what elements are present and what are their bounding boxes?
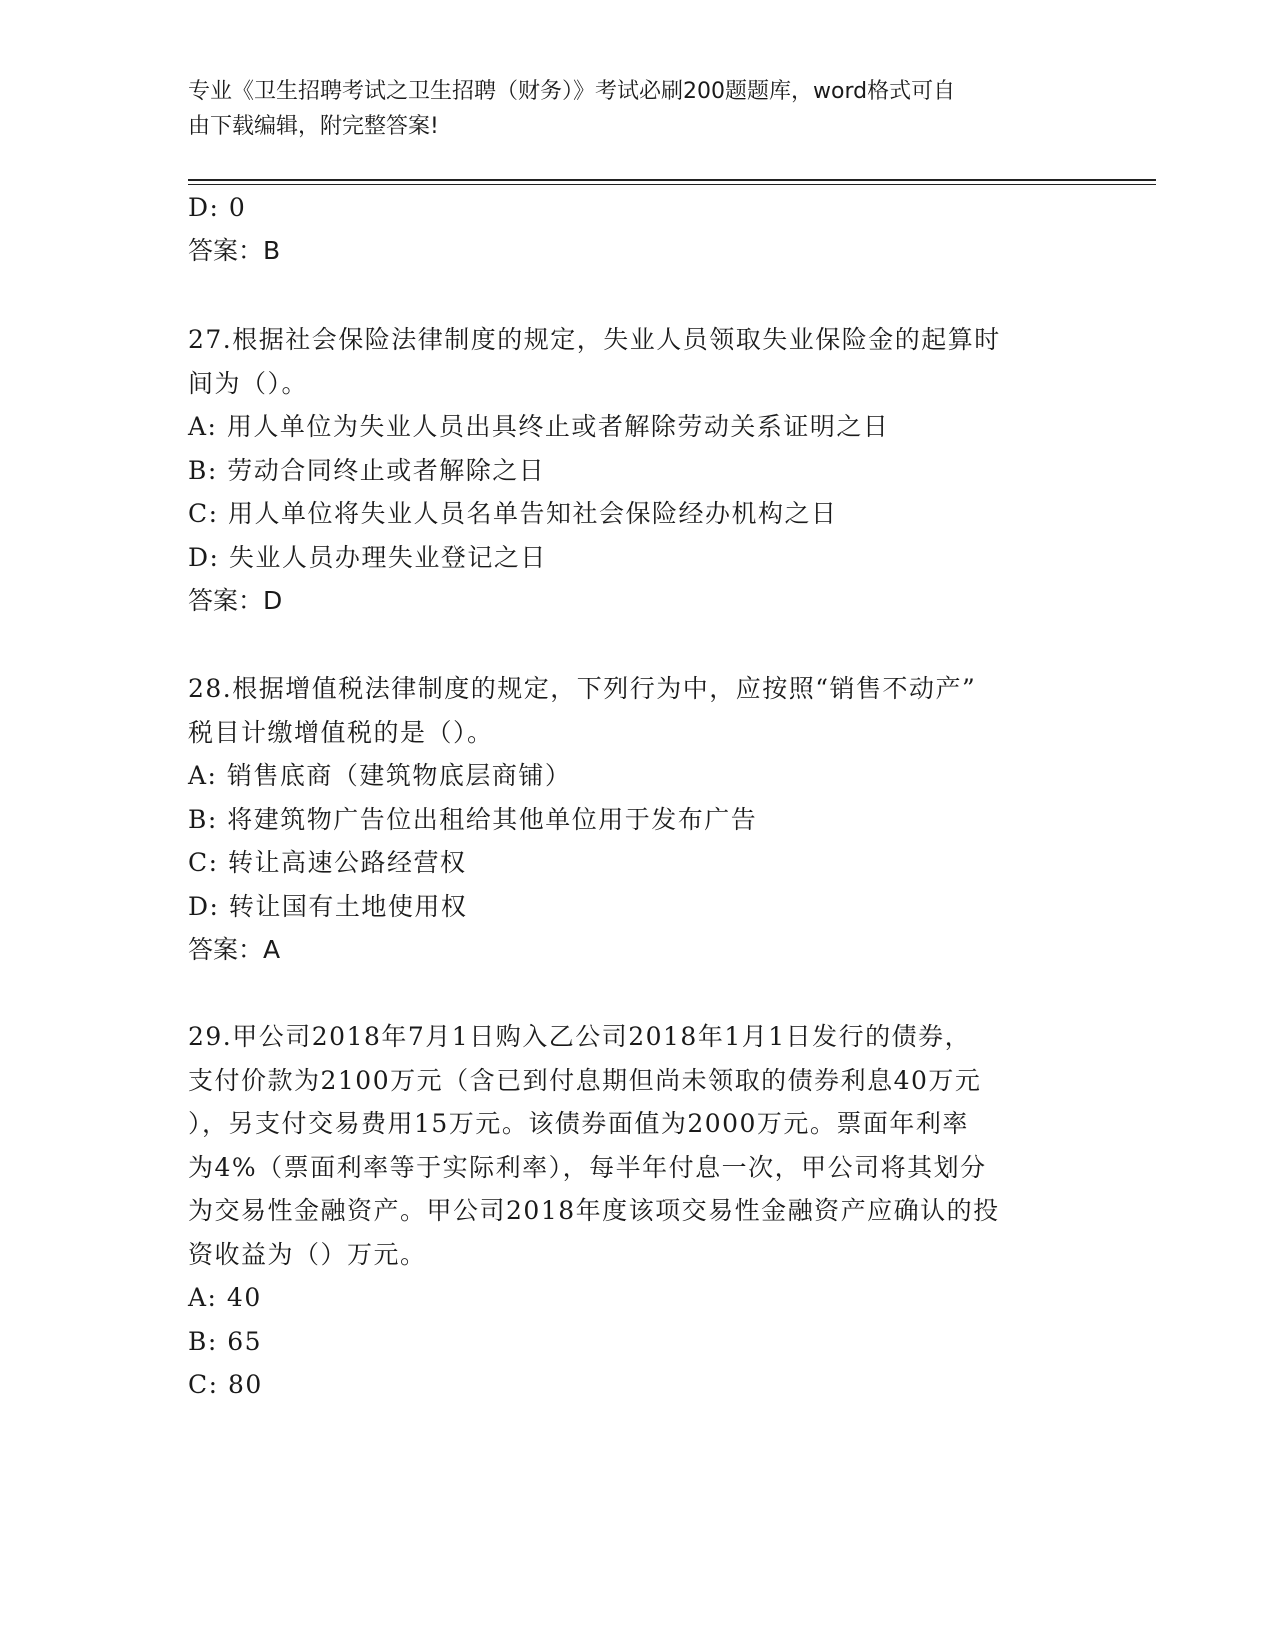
header-divider-thick: [188, 179, 1156, 181]
question-stem-line: 28.根据增值税法律制度的规定，下列行为中，应按照“销售不动产”: [188, 674, 977, 703]
header-divider-thin: [188, 184, 1156, 185]
option-d: D: 失业人员办理失业登记之日: [188, 543, 547, 572]
question-stem-line: 为4%（票面利率等于实际利率），每半年付息一次，甲公司将其划分: [188, 1153, 987, 1182]
question-stem-line: 27.根据社会保险法律制度的规定，失业人员领取失业保险金的起算时: [188, 325, 1001, 354]
option-a: A: 用人单位为失业人员出具终止或者解除劳动关系证明之日: [188, 412, 890, 441]
option-c: C: 80: [188, 1370, 263, 1399]
question-stem-line: 29.甲公司2018年7月1日购入乙公司2018年1月1日发行的债券，: [188, 1022, 972, 1051]
question-stem-line: 资收益为（）万元。: [188, 1240, 427, 1269]
option-d: D: 转让国有土地使用权: [188, 892, 468, 921]
prev-option-d: D: 0: [188, 193, 247, 222]
question-stem-line: 税目计缴增值税的是（）。: [188, 718, 494, 747]
answer-line: 答案：A: [188, 935, 281, 964]
prev-answer: 答案：B: [188, 236, 281, 265]
header-line-1: 专业《卫生招聘考试之卫生招聘（财务）》考试必刷200题题库，word格式可自: [188, 79, 956, 104]
option-b: B: 65: [188, 1327, 263, 1356]
answer-line: 答案：D: [188, 586, 283, 615]
option-a: A: 40: [188, 1283, 262, 1312]
question-stem-line: 支付价款为2100万元（含已到付息期但尚未领取的债券利息40万元: [188, 1066, 982, 1095]
question-stem-line: 为交易性金融资产。甲公司2018年度该项交易性金融资产应确认的投: [188, 1196, 1000, 1225]
option-c: C: 转让高速公路经营权: [188, 848, 467, 877]
question-stem-line: 间为（）。: [188, 369, 309, 398]
option-c: C: 用人单位将失业人员名单告知社会保险经办机构之日: [188, 499, 838, 528]
option-b: B: 将建筑物广告位出租给其他单位用于发布广告: [188, 805, 758, 834]
question-stem-line: ），另支付交易费用15万元。该债券面值为2000万元。票面年利率: [188, 1109, 969, 1138]
option-b: B: 劳动合同终止或者解除之日: [188, 456, 546, 485]
page-header: [188, 74, 1068, 144]
option-a: A: 销售底商（建筑物底层商铺）: [188, 761, 572, 790]
header-line-2: 由下载编辑，附完整答案!: [188, 114, 439, 139]
